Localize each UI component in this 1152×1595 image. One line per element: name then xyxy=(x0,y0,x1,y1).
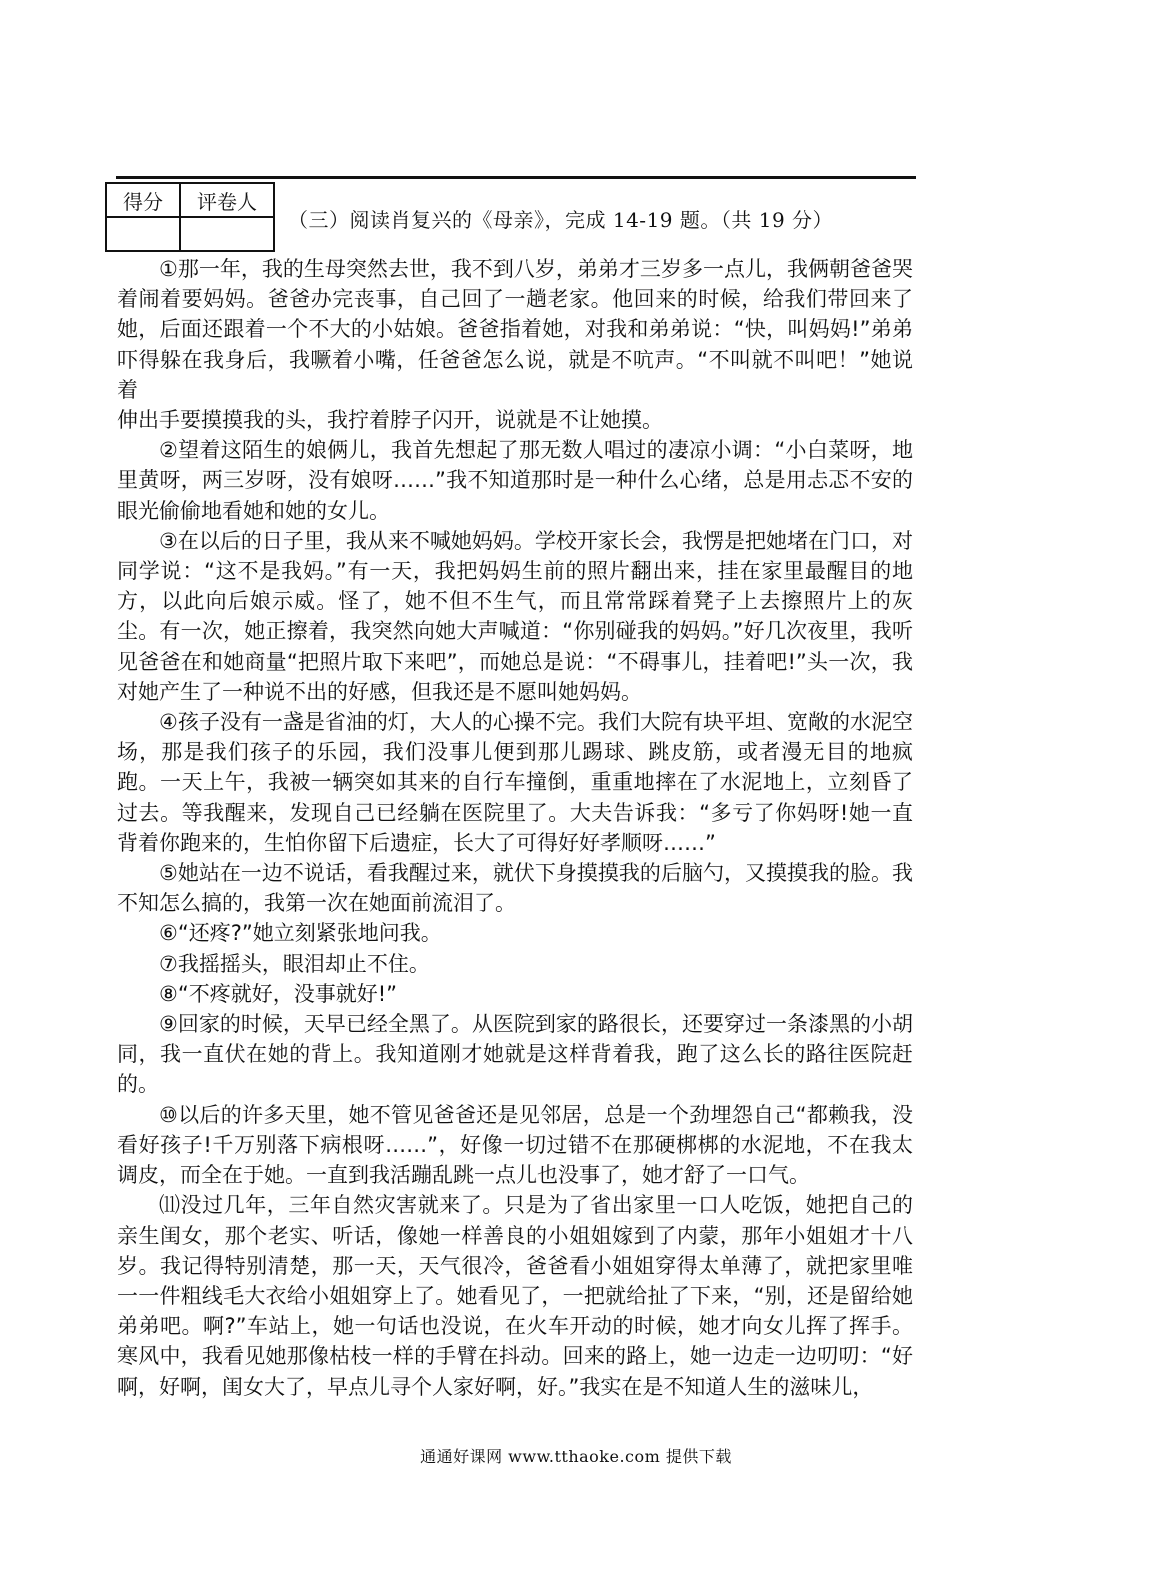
score-cell xyxy=(106,217,180,251)
score-table xyxy=(105,182,275,252)
paragraph: 伸出手要摸摸我的头，我拧着脖子闪开，说就是不让她摸。 xyxy=(117,408,663,433)
reading-passage xyxy=(117,254,913,1402)
paragraph: ①那一年，我的生母突然去世，我不到八岁，弟弟才三岁多一点儿，我俩朝爸爸哭着闹着要妈妈。爸爸办完丧事，自己回了一趟老家。他回来的时候，给我们带回来了她，后面还跟着一个不大的小姑娘。爸爸指着她，对我和弟弟说：“快，叫妈妈!”弟弟吓得躲在我身后，我噘着小嘴，任爸爸怎么说，就是不吭声。“不叫就不叫吧！”她说着 xyxy=(117,257,913,402)
paragraph: ④孩子没有一盏是省油的灯，大人的心操不完。我们大院有块平坦、宽敞的水泥空场，那是我们孩子的乐园，我们没事儿便到那儿踢球、跳皮筋，或者漫无目的地疯跑。一天上午，我被一辆突如其来的自行车撞倒，重重地摔在了水泥地上，立刻昏了过去。等我醒来，发现自己已经躺在医院里了。大夫告诉我：“多亏了你妈呀!她一直背着你跑来的，生怕你留下后遗症，长大了可得好好孝顺呀……” xyxy=(117,710,913,855)
paragraph: ⑥“还疼?”她立刻紧张地问我。 xyxy=(159,921,442,946)
paragraph: ⑨回家的时候，天早已经全黑了。从医院到家的路很长，还要穿过一条漆黑的小胡同，我一直伏在她的背上。我知道刚才她就是这样背着我，跑了这么长的路往医院赶的。 xyxy=(117,1012,913,1097)
paragraph: ⑤她站在一边不说话，看我醒过来，就伏下身摸摸我的后脑勺，又摸摸我的脸。我不知怎么搞的，我第一次在她面前流泪了。 xyxy=(117,861,913,916)
paragraph: ⑩以后的许多天里，她不管见爸爸还是见邻居，总是一个劲埋怨自己“都赖我，没看好孩子!千万别落下病根呀……”，好像一切过错不在那硬梆梆的水泥地，不在我太调皮，而全在于她。一直到我活蹦乱跳一点儿也没事了，她才舒了一口气。 xyxy=(117,1102,913,1188)
top-rule xyxy=(116,176,916,179)
score-table-blank-row xyxy=(106,217,274,251)
score-label: 得分 xyxy=(106,183,180,217)
section-title: （三）阅读肖复兴的《母亲》，完成 14-19 题。（共 19 分） xyxy=(288,208,834,232)
paragraph: ②望着这陌生的娘俩儿，我首先想起了那无数人唱过的凄凉小调：“小白菜呀，地里黄呀，两三岁呀，没有娘呀……”我不知道那时是一种什么心绪，总是用忐忑不安的眼光偷偷地看她和她的女儿。 xyxy=(117,438,913,523)
grader-label: 评卷人 xyxy=(180,183,274,217)
paragraph: ⑦我摇摇头，眼泪却止不住。 xyxy=(159,951,430,976)
footer-watermark-text: 通通好课网 www.tthaoke.com 提供下载 xyxy=(420,1447,732,1466)
paragraph: ③在以后的日子里，我从来不喊她妈妈。学校开家长会，我愣是把她堵在门口，对同学说：“这不是我妈。”有一天，我把妈妈生前的照片翻出来，挂在家里最醒目的地方，以此向后娘示威。怪了，她不但不生气，而且常常踩着凳子上去擦照片上的灰尘。有一次，她正擦着，我突然向她大声喊道：“你别碰我的妈妈。”好几次夜里，我听见爸爸在和她商量“把照片取下来吧”，而她总是说：“不碍事儿，挂着吧!”头一次，我对她产生了一种说不出的好感，但我还是不愿叫她妈妈。 xyxy=(117,528,913,704)
paragraph: ⑧“不疼就好，没事就好!” xyxy=(159,981,398,1006)
score-table-header-row xyxy=(106,183,274,217)
paragraph: ⑾没过几年，三年自然灾害就来了。只是为了省出家里一口人吃饭，她把自己的亲生闺女，那个老实、听话，像她一样善良的小姐姐嫁到了内蒙，那年小姐姐才十八岁。我记得特别清楚，那一天，天气很冷，爸爸看小姐姐穿得太单薄了，就把家里唯一一件粗线毛大衣给小姐姐穿上了。她看见了，一把就给扯了下来，“别，还是留给她弟弟吧。啊?”车站上，她一句话也没说，在火车开动的时候，她才向女儿挥了挥手。寒风中，我看见她那像枯枝一样的手臂在抖动。回来的路上，她一边走一边叨叨：“好啊，好啊，闺女大了，早点儿寻个人家好啊，好。”我实在是不知道人生的滋味儿， xyxy=(117,1193,913,1399)
grader-cell xyxy=(180,217,274,251)
